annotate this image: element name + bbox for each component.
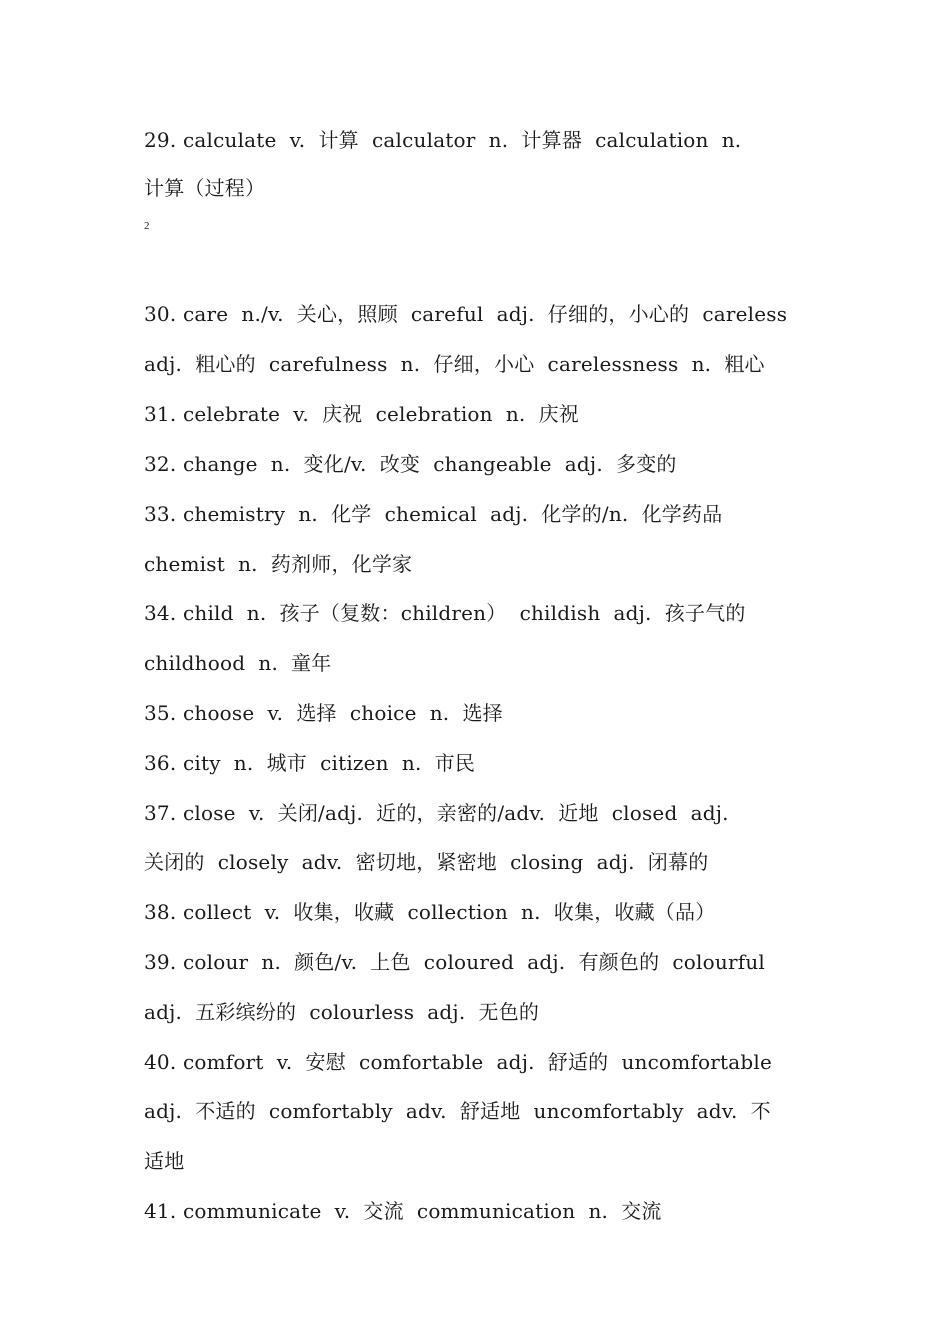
entry-38: 38. collect v. 收集，收藏 collection n. 收集，收藏（品） [144, 900, 716, 924]
entry-34-line-1: 34. child n. 孩子（复数：children） childish adj. 孩子气的 [144, 601, 746, 625]
entry-33-line-1: 33. chemistry n. 化学 chemical adj. 化学的/n. 化学药品 [144, 502, 723, 526]
entry-34-line-2: childhood n. 童年 [144, 651, 332, 675]
entry-32: 32. change n. 变化/v. 改变 changeable adj. 多变的 [144, 452, 677, 476]
entry-37-line-1: 37. close v. 关闭/adj. 近的，亲密的/adv. 近地 closed adj. [144, 801, 729, 825]
entry-30-line-2: adj. 粗心的 carefulness n. 仔细，小心 carelessness n. 粗心 [144, 352, 765, 376]
entry-40-line-1: 40. comfort v. 安慰 comfortable adj. 舒适的 uncomfortable [144, 1050, 773, 1074]
entry-31: 31. celebrate v. 庆祝 celebration n. 庆祝 [144, 402, 580, 426]
entry-39-line-2: adj. 五彩缤纷的 colourless adj. 无色的 [144, 1000, 540, 1024]
entry-29-line-2: 计算（过程） [144, 176, 266, 200]
entry-40-line-3: 适地 [144, 1149, 185, 1173]
entry-30-line-1: 30. care n./v. 关心，照顾 careful adj. 仔细的，小心的 careless [144, 302, 788, 326]
entry-36: 36. city n. 城市 citizen n. 市民 [144, 751, 476, 775]
entry-40-line-2: adj. 不适的 comfortably adv. 舒适地 uncomfortably adv. 不 [144, 1099, 771, 1123]
page-number: 2 [144, 220, 150, 232]
entry-29-line-1: 29. calculate v. 计算 calculator n. 计算器 calculation n. [144, 128, 742, 152]
entry-39-line-1: 39. colour n. 颜色/v. 上色 coloured adj. 有颜色的 colourful [144, 950, 765, 974]
entry-37-line-2: 关闭的 closely adv. 密切地，紧密地 closing adj. 闭幕的 [144, 850, 709, 874]
entry-33-line-2: chemist n. 药剂师，化学家 [144, 552, 413, 576]
entry-35: 35. choose v. 选择 choice n. 选择 [144, 701, 503, 725]
entry-41: 41. communicate v. 交流 communication n. 交流 [144, 1199, 662, 1223]
